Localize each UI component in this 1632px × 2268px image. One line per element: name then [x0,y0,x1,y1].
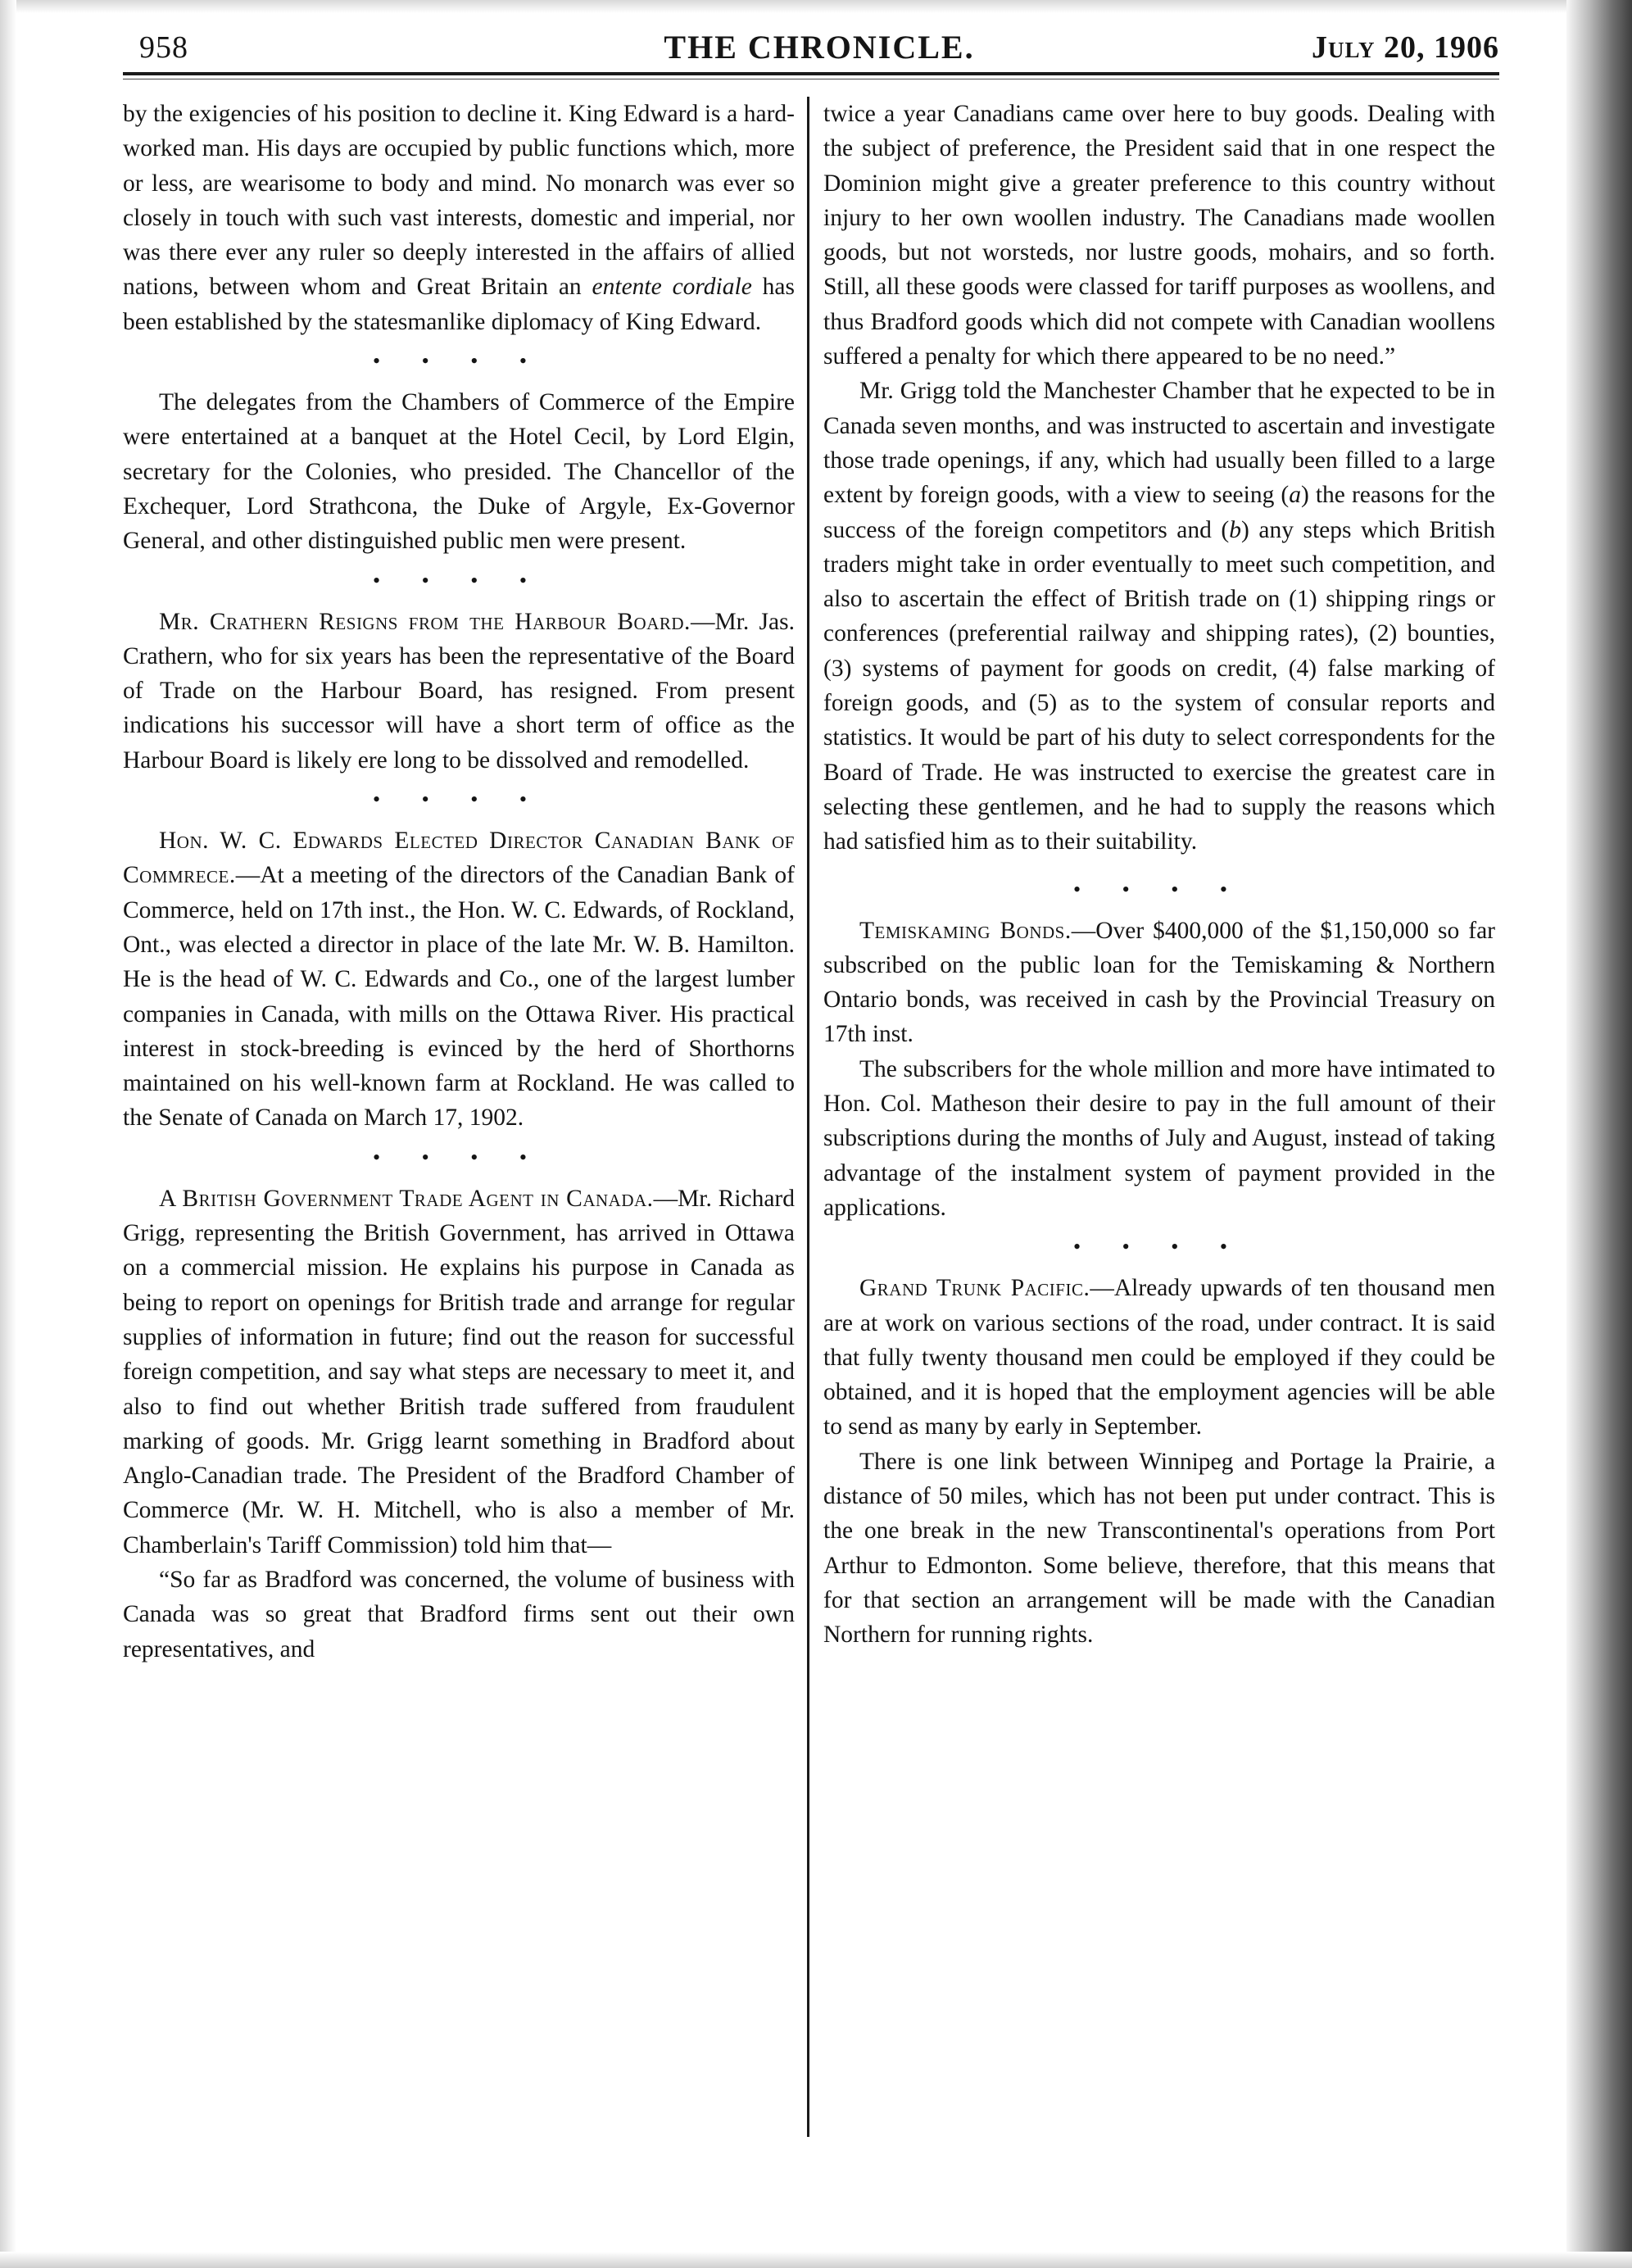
binding-gutter-shadow [1566,0,1632,2268]
running-head [139,25,1499,74]
scan-top-edge [0,0,1632,13]
header-rule [123,72,1499,75]
right-column [823,97,1495,1652]
column-divider [807,97,809,2137]
left-column [123,97,795,1667]
article-heading: Grand Trunk Pacific. [859,1275,1090,1302]
paragraph-delegates-banquet: The delegates from the Chambers of Commerce of the Empire were entertained at a banquet at the Hotel Cecil, by Lord Elgin, secretary for the Colonies, who presided. The Chancellor of the Exchequer, Lord Strathcona, the Duke of Argyle, Ex-Governor General, and other distinguished public men were present. [123,389,795,555]
page-number: 958 [139,30,188,65]
paragraph-bradford-quote-end: twice a year Canadians came over here to buy goods. Dealing with the subject of preference, the President said that in one respect the Dominion might give a greater preference to this country without injury to her own woollen industry. The Canadians made woollen goods, but not worsteds, nor lustre goods, mohairs, and so forth. Still, all these goods were classed for tariff purposes as woollens, and thus Bradford goods which did not compete with Canadian woollens suffered a penalty for which there appeared to be no need.” [823,101,1495,370]
section-separator: • • • • [373,568,545,592]
section-separator: • • • • [1073,877,1245,901]
article-grand-trunk: Grand Trunk Pacific.—Already upwards of ten thousand men are at work on various sections of the road, under contract. It is said that fully twenty thousand men could be employed if they could be obtained, and it is hoped that the employment agencies will be able to send as many by early in September. [823,1275,1495,1440]
article-heading: Temiskaming Bonds. [859,917,1072,944]
issue-date: July 20, 1906 [1311,30,1499,65]
paragraph-king-edward: by the exigencies of his position to decline it. King Edward is a hard-worked man. His days are occupied by public functions which, more or less, are wearisome to body and mind. No monarch was ever so closely in touch with such vast interests, domestic and imperial, nor was there ever any ruler so deeply interested in the affairs of allied nations, between whom and Great Britain an entente cordiale has been established by the statesmanlike diplomacy of King Edward. [123,101,795,335]
section-separator: • • • • [1073,1235,1245,1259]
article-temiskaming: Temiskaming Bonds.—Over $400,000 of the $1,150,000 so far subscribed on the public loan for the Temiskaming & Northern Ontario bonds, was received in cash by the Provincial Treasury on 17th inst. [823,917,1496,1048]
article-crathern: Mr. Crathern Resigns from the Harbour Board.—Mr. Jas. Crathern, who for six years has been the representative of the Board of Trade on the Harbour Board, has resigned. From present indications his successor will have a short term of office as the Harbour Board is likely ere long to be dissolved and remodelled. [123,608,795,773]
paragraph-grigg-manchester: Mr. Grigg told the Manchester Chamber that he expected to be in Canada seven months, and was instructed to ascertain and investigate those trade openings, if any, which had usually been filled to a large extent by foreign goods, with a view to seeing (a) the reasons for the success of the foreign competitors and (b) any steps which British traders might take in order eventually to meet such competition, and also to ascertain the effect of British trade on (1) shipping rings or conferences (preferential railway and shipping rates), (2) bounties, (3) systems of payment for goods on credit, (4) false marking of foreign goods, and (5) as to the system of consular reports and statistics. It would be part of his duty to select correspondents for the Board of Trade. He was instructed to exercise the greatest care in selecting these gentlemen, and he had to supply the reasons which had satisfied him as to their suitability. [823,378,1495,855]
paragraph-bradford-quote-start: “So far as Bradford was concerned, the volume of business with Canada was so great that Bradford firms sent out their own representatives, and [123,1566,795,1662]
section-separator: • • • • [373,349,545,374]
scan-bottom-edge [0,2252,1632,2268]
paragraph-subscribers: The subscribers for the whole million and more have intimated to Hon. Col. Matheson their desire to pay in the full amount of their subscriptions during the months of July and August, instead of taking advantage of the instalment system of payment provided in the applications. [823,1055,1495,1221]
article-heading: Hon. W. C. Edwards Elected Director Canadian Bank of Commrece. [123,828,795,889]
article-trade-agent: A British Government Trade Agent in Canada.—Mr. Richard Grigg, representing the British Government, has arrived in Ottawa on a commercial mission. He explains his purpose in Canada as being to report on openings for British trade and arrange for regular supplies of information in future; find out the reason for successful foreign competition, and say what steps are necessary to meet it, and also to find out whether British trade suffered from fraudulent marking of goods. Mr. Grigg learnt something in Bradford about Anglo-Canadian trade. The President of the Bradford Chamber of Commerce (Mr. W. H. Mitchell, who is also a member of Mr. Chamberlain's Tariff Commission) told him that— [123,1185,796,1558]
article-edwards: Hon. W. C. Edwards Elected Director Canadian Bank of Commrece.—At a meeting of the directors of the Canadian Bank of Commerce, held on 17th inst., the Hon. W. C. Edwards, of Rockland, Ont., was elected a director in place of the late Mr. W. B. Hamilton. He is the head of W. C. Edwards and Co., one of the largest lumber companies in Canada, with mills on the Ottawa River. His practical interest in stock-breeding is evinced by the herd of Shorthorns maintained on his well-known farm at Rockland. He was called to the Senate of Canada on March 17, 1902. [123,828,795,1132]
paragraph-winnipeg-link: There is one link between Winnipeg and Portage la Prairie, a distance of 50 miles, which has not been put under contract. This is the one break in the new Transcontinental's operations from Port Arthur to Edmonton. Some believe, therefore, that this means that for that section an arrangement will be made with the Canadian Northern for running rights. [823,1448,1495,1649]
section-separator: • • • • [373,1145,545,1169]
scan-left-edge [0,0,16,2268]
section-separator: • • • • [373,787,545,812]
journal-title: THE CHRONICLE. [664,29,975,66]
article-heading: Mr. Crathern Resigns from the Harbour Board. [159,608,691,635]
article-heading: A British Government Trade Agent in Canada. [159,1185,654,1212]
